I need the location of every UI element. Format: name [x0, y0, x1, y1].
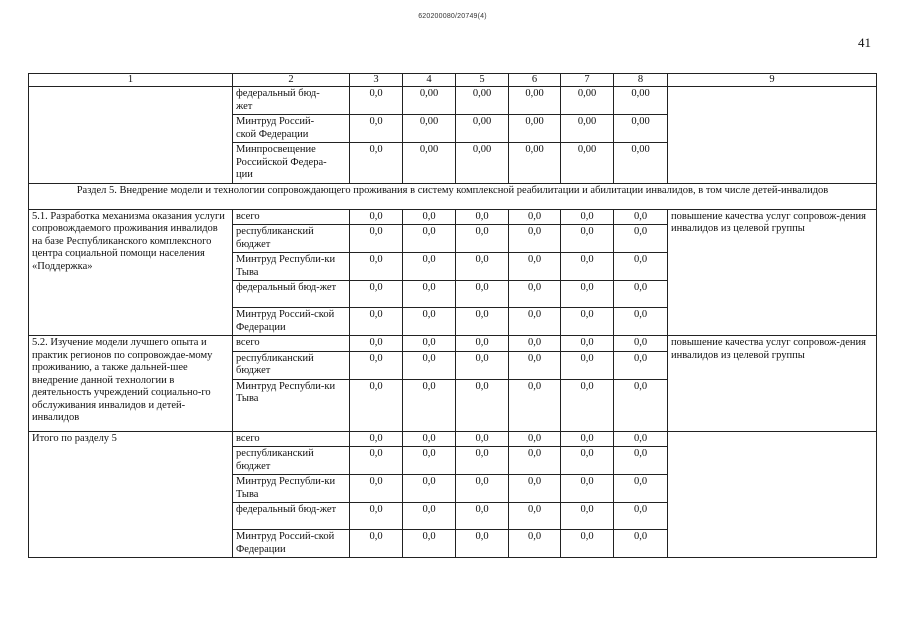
value-cell: 0,0 [561, 225, 614, 253]
header-cell: 1 [29, 74, 233, 87]
value-cell: 0,0 [509, 351, 561, 379]
value-cell: 0,0 [561, 530, 614, 558]
value-cell: 0,0 [403, 447, 456, 475]
value-cell: 0,0 [350, 209, 403, 225]
value-cell: 0,0 [614, 281, 668, 308]
funding-source-cell: Минтруд Россий-ской Федерации [233, 308, 350, 336]
value-cell: 0,0 [561, 475, 614, 503]
header-cell: 2 [233, 74, 350, 87]
value-cell: 0,0 [456, 447, 509, 475]
header-cell: 7 [561, 74, 614, 87]
value-cell: 0,0 [614, 225, 668, 253]
total-name-cell: Итого по разделу 5 [29, 431, 233, 558]
table-row [29, 87, 877, 115]
value-cell: 0,0 [509, 379, 561, 431]
value-cell: 0,0 [614, 351, 668, 379]
value-cell: 0,0 [350, 281, 403, 308]
value-cell: 0,0 [614, 209, 668, 225]
value-cell: 0,0 [456, 503, 509, 530]
value-cell: 0,0 [456, 308, 509, 336]
funding-source-cell: федеральный бюд-жет [233, 503, 350, 530]
value-cell: 0,0 [509, 475, 561, 503]
result-cell: повышение качества услуг сопровож-дения инвалидов из целевой группы [668, 336, 877, 432]
funding-source-cell: Минтруд Республи-ки Тыва [233, 475, 350, 503]
value-cell: 0,0 [509, 225, 561, 253]
value-cell: 0,0 [509, 530, 561, 558]
value-cell: 0,0 [561, 503, 614, 530]
value-cell: 0,0 [350, 336, 403, 352]
document-id: 620200080/20749(4) [418, 13, 487, 20]
value-cell: 0,00 [456, 87, 509, 115]
value-cell: 0,0 [456, 475, 509, 503]
funding-source-cell: республиканский бюджет [233, 351, 350, 379]
value-cell: 0,0 [350, 475, 403, 503]
value-cell: 0,0 [456, 379, 509, 431]
value-cell: 0,0 [614, 530, 668, 558]
table-row [29, 209, 877, 225]
value-cell: 0,0 [456, 351, 509, 379]
funding-source-cell: республиканский бюджет [233, 225, 350, 253]
funding-source-cell: всего [233, 209, 350, 225]
value-cell: 0,00 [509, 87, 561, 115]
value-cell: 0,0 [509, 431, 561, 447]
value-cell: 0,00 [456, 115, 509, 143]
value-cell: 0,00 [561, 143, 614, 184]
section-title-row [29, 183, 877, 209]
result-cell [668, 87, 877, 184]
value-cell: 0,0 [403, 253, 456, 281]
value-cell: 0,0 [614, 447, 668, 475]
header-cell: 3 [350, 74, 403, 87]
table-row [29, 336, 877, 352]
section-title: Раздел 5. Внедрение модели и технологии сопровождающего проживания в систему комплексной реабилитации и абилитации инвалидов, в том числе детей-инвалидов [29, 183, 877, 209]
value-cell: 0,00 [403, 143, 456, 184]
funding-source-cell: всего [233, 431, 350, 447]
value-cell: 0,0 [614, 308, 668, 336]
funding-source-cell: Минтруд Россий-ской Федерации [233, 530, 350, 558]
value-cell: 0,0 [614, 253, 668, 281]
value-cell: 0,0 [350, 447, 403, 475]
value-cell: 0,0 [350, 530, 403, 558]
value-cell: 0,0 [509, 253, 561, 281]
value-cell: 0,0 [350, 225, 403, 253]
value-cell: 0,0 [403, 503, 456, 530]
item-name-cell [29, 87, 233, 184]
header-cell: 8 [614, 74, 668, 87]
value-cell: 0,00 [614, 115, 668, 143]
value-cell: 0,0 [614, 503, 668, 530]
value-cell: 0,0 [403, 336, 456, 352]
value-cell: 0,0 [350, 87, 403, 115]
value-cell: 0,0 [403, 225, 456, 253]
value-cell: 0,0 [403, 431, 456, 447]
header-cell: 5 [456, 74, 509, 87]
page-number: 41 [858, 35, 871, 50]
result-cell [668, 431, 877, 558]
value-cell: 0,0 [350, 253, 403, 281]
funding-source-cell: Минтруд Республи-ки Тыва [233, 379, 350, 431]
value-cell: 0,0 [350, 379, 403, 431]
value-cell: 0,0 [350, 503, 403, 530]
value-cell: 0,0 [561, 336, 614, 352]
value-cell: 0,0 [350, 143, 403, 184]
value-cell: 0,0 [403, 308, 456, 336]
value-cell: 0,0 [456, 209, 509, 225]
funding-source-cell: Минпросвещение Российской Федера- ции [233, 143, 350, 184]
table-row [29, 431, 877, 447]
value-cell: 0,0 [509, 308, 561, 336]
value-cell: 0,0 [403, 475, 456, 503]
value-cell: 0,0 [509, 281, 561, 308]
value-cell: 0,0 [561, 379, 614, 431]
value-cell: 0,00 [614, 143, 668, 184]
value-cell: 0,00 [456, 143, 509, 184]
funding-source-cell: федеральный бюд-жет [233, 281, 350, 308]
result-cell: повышение качества услуг сопровож-дения инвалидов из целевой группы [668, 209, 877, 336]
funding-source-cell: республиканский бюджет [233, 447, 350, 475]
value-cell: 0,0 [456, 281, 509, 308]
item-name-cell: 5.1. Разработка механизма оказания услуги сопровождаемого проживания инвалидов на базе Республиканского комплексного центра социальной помощи населения «Поддержка» [29, 209, 233, 336]
value-cell: 0,0 [456, 253, 509, 281]
value-cell: 0,0 [614, 431, 668, 447]
value-cell: 0,0 [561, 447, 614, 475]
value-cell: 0,0 [614, 475, 668, 503]
value-cell: 0,0 [561, 308, 614, 336]
value-cell: 0,0 [561, 209, 614, 225]
value-cell: 0,0 [509, 209, 561, 225]
value-cell: 0,0 [350, 431, 403, 447]
funding-source-cell: Минтруд Россий- ской Федерации [233, 115, 350, 143]
value-cell: 0,0 [403, 379, 456, 431]
header-cell: 9 [668, 74, 877, 87]
value-cell: 0,0 [403, 351, 456, 379]
budget-table [28, 73, 877, 558]
value-cell: 0,0 [350, 351, 403, 379]
item-name-cell: 5.2. Изучение модели лучшего опыта и практик регионов по сопровождае-мому проживанию, а также дальней-шее внедрение данной технологии в деятельность учреждений социально-го обслуживания инвалидов и детей-инвалидов [29, 336, 233, 432]
value-cell: 0,0 [509, 447, 561, 475]
value-cell: 0,0 [456, 530, 509, 558]
value-cell: 0,0 [614, 336, 668, 352]
value-cell: 0,00 [614, 87, 668, 115]
header-cell: 6 [509, 74, 561, 87]
value-cell: 0,0 [456, 336, 509, 352]
value-cell: 0,0 [456, 225, 509, 253]
funding-source-cell: Минтруд Республи-ки Тыва [233, 253, 350, 281]
value-cell: 0,0 [403, 530, 456, 558]
value-cell: 0,0 [561, 253, 614, 281]
value-cell: 0,0 [350, 308, 403, 336]
value-cell: 0,0 [403, 209, 456, 225]
value-cell: 0,00 [561, 115, 614, 143]
value-cell: 0,0 [509, 336, 561, 352]
value-cell: 0,0 [509, 503, 561, 530]
value-cell: 0,00 [509, 115, 561, 143]
header-row [29, 74, 877, 87]
header-cell: 4 [403, 74, 456, 87]
value-cell: 0,0 [403, 281, 456, 308]
value-cell: 0,0 [561, 431, 614, 447]
value-cell: 0,00 [561, 87, 614, 115]
value-cell: 0,0 [614, 379, 668, 431]
value-cell: 0,0 [350, 115, 403, 143]
value-cell: 0,0 [561, 281, 614, 308]
funding-source-cell: всего [233, 336, 350, 352]
value-cell: 0,00 [403, 115, 456, 143]
value-cell: 0,00 [509, 143, 561, 184]
value-cell: 0,0 [456, 431, 509, 447]
funding-source-cell: федеральный бюд- жет [233, 87, 350, 115]
value-cell: 0,0 [561, 351, 614, 379]
value-cell: 0,00 [403, 87, 456, 115]
